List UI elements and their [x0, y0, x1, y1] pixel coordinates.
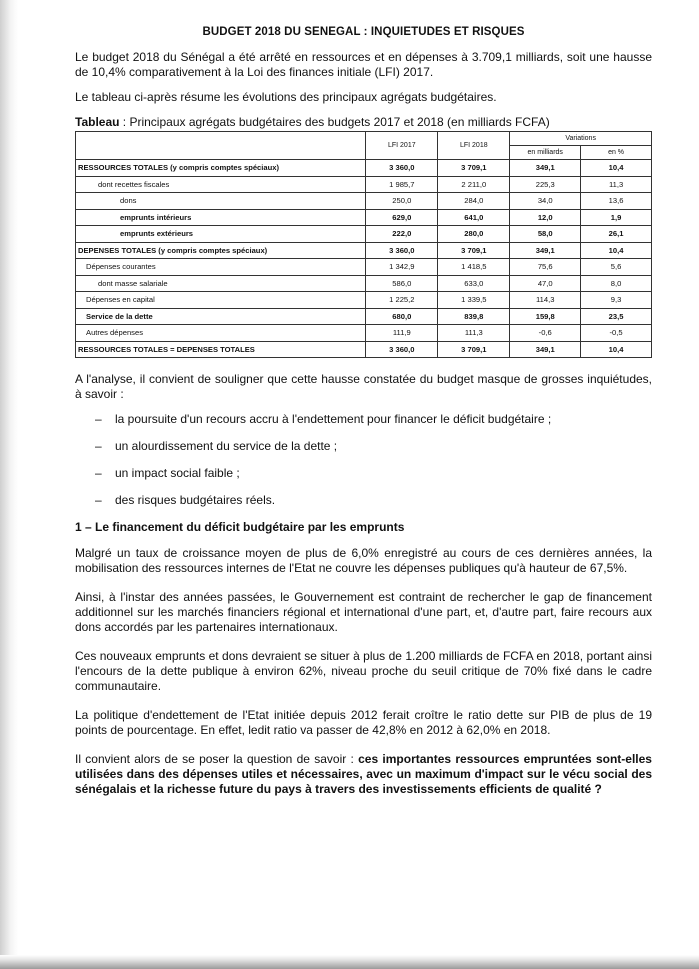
budget-aggregates-table: [75, 131, 652, 358]
list-item-text: des risques budgétaires réels.: [115, 493, 276, 507]
row-2017: 1 225,2: [366, 292, 438, 309]
row-var: 12,0: [510, 209, 581, 226]
row-var: 114,3: [510, 292, 581, 309]
row-label: RESSOURCES TOTALES = DEPENSES TOTALES: [76, 341, 366, 358]
row-2018: 839,8: [438, 308, 510, 325]
intro-paragraph-2: Le tableau ci-après résume les évolutions des principaux agrégats budgétaires.: [75, 90, 497, 104]
risk-list: [75, 412, 652, 508]
header-empty-cell: [76, 132, 366, 160]
dash-bullet-icon: –: [95, 466, 102, 480]
row-pct: 10,4: [581, 160, 652, 177]
row-label: DEPENSES TOTALES (y compris comptes spéciaux): [76, 242, 366, 259]
row-2017: 1 985,7: [366, 176, 438, 193]
question-bold: ces importantes ressources empruntées sont-elles utilisées dans des dépenses utiles et nécessaires, avec un maximum d'impact sur le vécu social des sénégalais et la richesse future du pays à travers des investissements efficients de qualité ?: [75, 752, 652, 796]
list-item-text: un alourdissement du service de la dette ;: [115, 439, 338, 453]
row-2018: 284,0: [438, 193, 510, 210]
section-paragraph-3: Ces nouveaux emprunts et dons devraient se situer à plus de 1.200 milliards de FCFA en 2018, portant ainsi l'encours de la dette publique à environ 62%, niveau proche du seuil critique de 70% fixé dans le cadre communautaire.: [75, 649, 652, 693]
row-2017: 111,9: [366, 325, 438, 342]
row-2018: 1 339,5: [438, 292, 510, 309]
header-variations: Variations: [510, 132, 652, 146]
row-var: -0,6: [510, 325, 581, 342]
row-2017: 3 360,0: [366, 242, 438, 259]
header-en-milliards: en milliards: [510, 146, 581, 160]
section-paragraph-1: Malgré un taux de croissance moyen de plus de 6,0% enregistré au cours de ces dernières années, la mobilisation des ressources internes de l'Etat ne couvre les dépenses publiques qu'à hauteur de 67,5%.: [75, 546, 652, 575]
row-pct: 23,5: [581, 308, 652, 325]
table-header-row-1: [76, 132, 652, 146]
row-var: 58,0: [510, 226, 581, 243]
scan-bottom-edge: [0, 955, 699, 969]
header-en-pct: en %: [581, 146, 652, 160]
row-label: RESSOURCES TOTALES (y compris comptes spéciaux): [76, 160, 366, 177]
row-2018: 111,3: [438, 325, 510, 342]
row-2017: 629,0: [366, 209, 438, 226]
table-caption: [75, 115, 652, 129]
table-caption-text: : Principaux agrégats budgétaires des budgets 2017 et 2018 (en milliards FCFA): [119, 115, 550, 129]
row-label: emprunts intérieurs: [76, 209, 366, 226]
list-item: [95, 439, 652, 454]
row-pct: 11,3: [581, 176, 652, 193]
list-item: [95, 466, 652, 481]
row-2017: 680,0: [366, 308, 438, 325]
row-pct: 26,1: [581, 226, 652, 243]
header-lfi2018: LFI 2018: [438, 132, 510, 160]
row-label: Dépenses en capital: [76, 292, 366, 309]
table-row: [76, 308, 652, 325]
row-2018: 2 211,0: [438, 176, 510, 193]
document-page: [75, 22, 652, 811]
list-item: [95, 412, 652, 427]
dash-bullet-icon: –: [95, 412, 102, 426]
row-2017: 586,0: [366, 275, 438, 292]
analysis-paragraph: A l'analyse, il convient de souligner que cette hausse constatée du budget masque de grosses inquiétudes, à savoir :: [75, 372, 652, 401]
row-pct: -0,5: [581, 325, 652, 342]
row-2017: 3 360,0: [366, 160, 438, 177]
table-row: [76, 193, 652, 210]
row-var: 349,1: [510, 160, 581, 177]
row-label: Service de la dette: [76, 308, 366, 325]
list-item: [95, 493, 652, 508]
row-var: 349,1: [510, 341, 581, 358]
table-row: [76, 341, 652, 358]
row-2018: 3 709,1: [438, 341, 510, 358]
row-2018: 641,0: [438, 209, 510, 226]
intro-paragraph: Le budget 2018 du Sénégal a été arrêté en ressources et en dépenses à 3.709,1 milliards, soit une hausse de 10,4% comparativement à la Loi des finances initiale (LFI) 2017.: [75, 50, 652, 79]
row-label: Autres dépenses: [76, 325, 366, 342]
document-title: BUDGET 2018 DU SENEGAL : INQUIETUDES ET RISQUES: [202, 26, 525, 38]
row-var: 225,3: [510, 176, 581, 193]
row-2017: 222,0: [366, 226, 438, 243]
row-pct: 1,9: [581, 209, 652, 226]
section-paragraph-2: Ainsi, à l'instar des années passées, le Gouvernement est contraint de rechercher le gap de financement additionnel sur les marchés financiers régional et international d'une part, et, d'autre part, faire recours aux dons accordés par les partenaires internationaux.: [75, 590, 652, 634]
row-var: 47,0: [510, 275, 581, 292]
row-2018: 3 709,1: [438, 242, 510, 259]
row-var: 349,1: [510, 242, 581, 259]
table-row: [76, 176, 652, 193]
row-label: dont recettes fiscales: [76, 176, 366, 193]
table-caption-label: Tableau: [75, 115, 120, 129]
scan-left-edge: [0, 0, 18, 969]
section-paragraph-5: [75, 752, 652, 797]
row-var: 34,0: [510, 193, 581, 210]
row-pct: 8,0: [581, 275, 652, 292]
row-label: dont masse salariale: [76, 275, 366, 292]
section-paragraph-4: La politique d'endettement de l'Etat initiée depuis 2012 ferait croître le ratio dette sur PIB de plus de 19 points de pourcentage. En effet, ledit ratio va passer de 42,8% en 2012 à 62,0% en 2018.: [75, 708, 652, 737]
row-label: dons: [76, 193, 366, 210]
row-2017: 1 342,9: [366, 259, 438, 276]
row-label: Dépenses courantes: [76, 259, 366, 276]
dash-bullet-icon: –: [95, 439, 102, 453]
row-pct: 10,4: [581, 242, 652, 259]
table-row: [76, 209, 652, 226]
row-var: 75,6: [510, 259, 581, 276]
header-lfi2017: LFI 2017: [366, 132, 438, 160]
row-label: emprunts extérieurs: [76, 226, 366, 243]
section-title: 1 – Le financement du déficit budgétaire par les emprunts: [75, 520, 405, 534]
table-row: [76, 325, 652, 342]
row-pct: 5,6: [581, 259, 652, 276]
row-2018: 3 709,1: [438, 160, 510, 177]
row-2017: 250,0: [366, 193, 438, 210]
table-row: [76, 160, 652, 177]
row-2018: 633,0: [438, 275, 510, 292]
table-row: [76, 275, 652, 292]
row-2018: 1 418,5: [438, 259, 510, 276]
row-2018: 280,0: [438, 226, 510, 243]
table-row: [76, 242, 652, 259]
row-2017: 3 360,0: [366, 341, 438, 358]
row-var: 159,8: [510, 308, 581, 325]
dash-bullet-icon: –: [95, 493, 102, 507]
list-item-text: la poursuite d'un recours accru à l'endettement pour financer le déficit budgétaire ;: [115, 412, 552, 426]
table-row: [76, 259, 652, 276]
question-intro: Il convient alors de se poser la question de savoir :: [75, 752, 359, 766]
table-row: [76, 292, 652, 309]
table-row: [76, 226, 652, 243]
list-item-text: un impact social faible ;: [115, 466, 240, 480]
row-pct: 13,6: [581, 193, 652, 210]
row-pct: 10,4: [581, 341, 652, 358]
row-pct: 9,3: [581, 292, 652, 309]
